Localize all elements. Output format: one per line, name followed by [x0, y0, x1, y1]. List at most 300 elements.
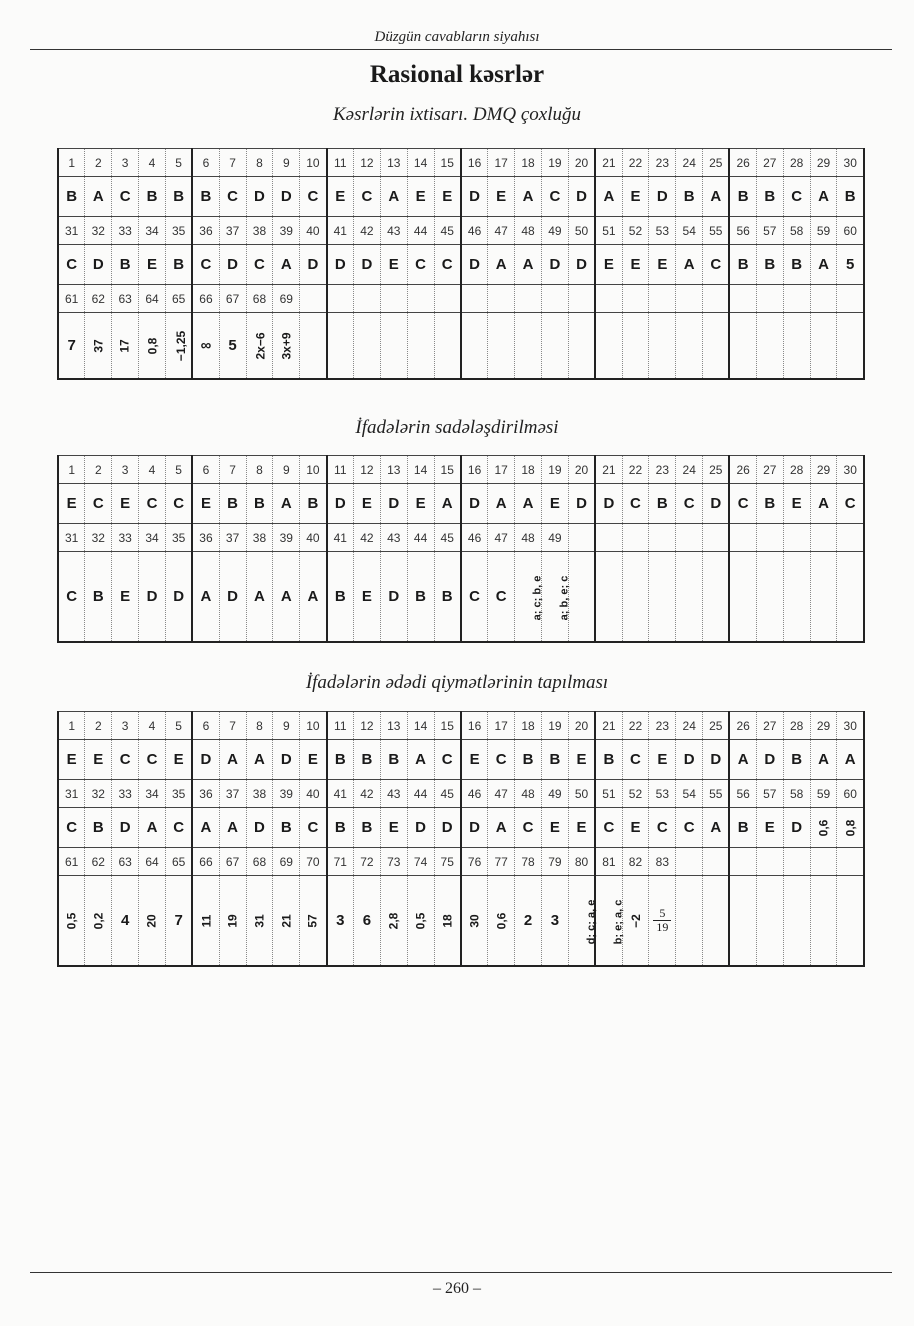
question-number: 16 [461, 456, 488, 484]
question-number [837, 848, 864, 876]
question-number: 28 [783, 456, 810, 484]
answer-row [58, 245, 864, 285]
question-number: 22 [622, 712, 649, 740]
answer-cell: D [703, 740, 730, 780]
answer-text-vertical: 17 [118, 339, 133, 353]
question-number: 10 [300, 149, 327, 177]
question-number: 17 [488, 149, 515, 177]
question-number [703, 524, 730, 552]
answer-cell: E [595, 245, 622, 285]
question-number: 65 [165, 285, 192, 313]
answer-cell [192, 876, 219, 966]
answer-cell [676, 876, 703, 966]
answer-cell: D [461, 177, 488, 217]
question-number: 48 [515, 217, 542, 245]
answer-cell: D [568, 484, 595, 524]
answer-cell: E [353, 552, 380, 642]
question-number [729, 848, 756, 876]
answer-cell [729, 552, 756, 642]
answer-cell: B [327, 552, 354, 642]
answer-cell: D [703, 484, 730, 524]
answer-cell: A [219, 808, 246, 848]
answer-cell: C [139, 484, 166, 524]
question-number: 40 [300, 524, 327, 552]
question-number: 62 [85, 848, 112, 876]
question-number: 70 [300, 848, 327, 876]
question-number: 31 [58, 524, 85, 552]
answer-cell [783, 876, 810, 966]
question-number: 41 [327, 524, 354, 552]
question-number: 8 [246, 456, 273, 484]
question-number: 55 [703, 780, 730, 808]
answer-cell [515, 313, 542, 379]
question-number: 63 [112, 848, 139, 876]
question-number: 16 [461, 149, 488, 177]
question-number: 27 [756, 456, 783, 484]
answer-text-vertical: 31 [252, 914, 267, 928]
answer-cell [783, 313, 810, 379]
fraction-numerator: 5 [659, 905, 666, 920]
question-number: 25 [703, 456, 730, 484]
question-number: 12 [353, 149, 380, 177]
answer-text-vertical: −1,25 [174, 330, 189, 361]
answer-cell: B [676, 177, 703, 217]
answer-cell: D [219, 245, 246, 285]
question-number: 34 [139, 217, 166, 245]
question-number: 32 [85, 780, 112, 808]
question-number: 46 [461, 217, 488, 245]
answer-cell [273, 313, 300, 379]
question-number: 30 [837, 712, 864, 740]
answer-cell: A [595, 177, 622, 217]
answer-cell: B [837, 177, 864, 217]
answer-text-vertical: 57 [305, 914, 320, 928]
question-number: 68 [246, 285, 273, 313]
question-number: 66 [192, 848, 219, 876]
question-number [810, 285, 837, 313]
answer-cell: B [192, 177, 219, 217]
answer-cell [407, 876, 434, 966]
question-number: 73 [380, 848, 407, 876]
answer-cell [595, 313, 622, 379]
answer-cell: D [595, 484, 622, 524]
question-number: 14 [407, 456, 434, 484]
question-number: 31 [58, 217, 85, 245]
number-row [58, 456, 864, 484]
answer-cell [112, 313, 139, 379]
answer-cell: E [461, 740, 488, 780]
answer-cell: C [58, 245, 85, 285]
answer-cell: C [58, 552, 85, 642]
answer-cell: A [515, 245, 542, 285]
answer-cell: C [541, 177, 568, 217]
question-number: 42 [353, 524, 380, 552]
question-number: 49 [541, 217, 568, 245]
question-number: 80 [568, 848, 595, 876]
answer-cell: C [515, 808, 542, 848]
answer-text-vertical: 0,6 [494, 912, 509, 930]
answer-cell: E [139, 245, 166, 285]
answer-text-vertical: 0,8 [145, 337, 159, 355]
answer-cell [703, 876, 730, 966]
answer-cell: 5 [219, 313, 246, 379]
question-number: 20 [568, 456, 595, 484]
answer-cell [246, 876, 273, 966]
question-number: 67 [219, 848, 246, 876]
question-number [783, 285, 810, 313]
answer-cell: D [112, 808, 139, 848]
answer-cell [219, 876, 246, 966]
answer-cell [622, 313, 649, 379]
answer-cell: D [85, 245, 112, 285]
answer-cell: C [112, 740, 139, 780]
question-number [568, 524, 595, 552]
number-row [58, 524, 864, 552]
answer-cell [461, 876, 488, 966]
question-number [649, 285, 676, 313]
answer-cell: E [300, 740, 327, 780]
question-number: 48 [515, 524, 542, 552]
question-number: 59 [810, 780, 837, 808]
question-number: 13 [380, 149, 407, 177]
answer-cell: C [595, 808, 622, 848]
answer-cell: C [139, 740, 166, 780]
answer-cell: A [273, 245, 300, 285]
question-number: 21 [595, 149, 622, 177]
answer-table-2 [57, 455, 865, 643]
question-number: 32 [85, 217, 112, 245]
fraction-denominator: 19 [656, 919, 669, 934]
question-number: 34 [139, 780, 166, 808]
answer-cell: D [165, 552, 192, 642]
question-number: 52 [622, 217, 649, 245]
answer-cell [810, 876, 837, 966]
question-number: 16 [461, 712, 488, 740]
question-number: 69 [273, 285, 300, 313]
answer-cell: B [783, 740, 810, 780]
answer-cell: A [837, 740, 864, 780]
answer-cell [568, 313, 595, 379]
question-number: 4 [139, 149, 166, 177]
answer-cell: A [300, 552, 327, 642]
question-number: 74 [407, 848, 434, 876]
question-number [407, 285, 434, 313]
answer-cell [246, 313, 273, 379]
answer-cell: E [380, 245, 407, 285]
question-number: 66 [192, 285, 219, 313]
header-rule [30, 49, 892, 50]
question-number: 26 [729, 712, 756, 740]
question-number: 57 [756, 217, 783, 245]
answer-cell: E [112, 552, 139, 642]
question-number: 36 [192, 217, 219, 245]
answer-text-vertical: 37 [91, 339, 106, 353]
answer-text-vertical: 2x−6 [253, 332, 268, 360]
answer-cell: C [729, 484, 756, 524]
question-number: 48 [515, 780, 542, 808]
question-number: 19 [541, 149, 568, 177]
question-number: 34 [139, 524, 166, 552]
answer-cell: A [488, 484, 515, 524]
answer-cell: E [541, 808, 568, 848]
question-number: 49 [541, 780, 568, 808]
answer-cell [810, 552, 837, 642]
answer-cell [703, 552, 730, 642]
question-number: 2 [85, 456, 112, 484]
question-number: 9 [273, 712, 300, 740]
question-number: 49 [541, 524, 568, 552]
answer-cell: B [165, 177, 192, 217]
question-number: 62 [85, 285, 112, 313]
question-number: 50 [568, 217, 595, 245]
answer-text-vertical: 19 [225, 914, 240, 928]
question-number: 68 [246, 848, 273, 876]
question-number: 83 [649, 848, 676, 876]
answer-cell: C [783, 177, 810, 217]
answer-cell: 3 [327, 876, 354, 966]
question-number [622, 524, 649, 552]
answer-cell: D [380, 552, 407, 642]
answer-cell: B [595, 740, 622, 780]
answer-cell: E [192, 484, 219, 524]
question-number: 64 [139, 848, 166, 876]
answer-cell: D [246, 177, 273, 217]
answer-cell: B [407, 552, 434, 642]
question-number: 17 [488, 712, 515, 740]
question-number: 8 [246, 712, 273, 740]
question-number: 1 [58, 456, 85, 484]
answer-cell: D [273, 177, 300, 217]
question-number: 42 [353, 780, 380, 808]
question-number: 18 [515, 149, 542, 177]
answer-cell: B [327, 740, 354, 780]
question-number [756, 285, 783, 313]
answer-cell: 7 [165, 876, 192, 966]
question-number: 53 [649, 780, 676, 808]
question-number [729, 285, 756, 313]
question-number [595, 285, 622, 313]
running-title: Düzgün cavabların siyahısı [374, 29, 540, 45]
question-number: 54 [676, 217, 703, 245]
question-number: 2 [85, 712, 112, 740]
question-number: 33 [112, 217, 139, 245]
answer-cell [488, 876, 515, 966]
answer-cell: C [246, 245, 273, 285]
answer-cell: C [703, 245, 730, 285]
page-number: – 260 – [433, 1280, 481, 1297]
answer-cell: E [541, 484, 568, 524]
question-number: 39 [273, 524, 300, 552]
answer-cell: E [622, 808, 649, 848]
page-title: Rasional kəsrlər [369, 61, 545, 88]
answer-text-vertical: 0,8 [843, 819, 858, 837]
question-number [676, 848, 703, 876]
question-number: 51 [595, 217, 622, 245]
answer-cell: D [246, 808, 273, 848]
question-number: 11 [327, 712, 354, 740]
question-number: 7 [219, 149, 246, 177]
answer-cell: A [246, 552, 273, 642]
number-row [58, 780, 864, 808]
question-number: 27 [756, 712, 783, 740]
answer-cell: B [515, 740, 542, 780]
answer-cell: E [622, 177, 649, 217]
question-number: 37 [219, 780, 246, 808]
answer-cell: B [649, 484, 676, 524]
question-number: 38 [246, 780, 273, 808]
answer-cell: E [434, 177, 461, 217]
question-number: 15 [434, 456, 461, 484]
question-number: 24 [676, 149, 703, 177]
question-number: 41 [327, 780, 354, 808]
question-number: 52 [622, 780, 649, 808]
answer-cell: B [85, 552, 112, 642]
question-number [783, 524, 810, 552]
answer-cell: E [407, 177, 434, 217]
question-number [810, 524, 837, 552]
answer-cell [165, 313, 192, 379]
answer-cell: B [729, 808, 756, 848]
answer-cell: B [246, 484, 273, 524]
answer-cell [649, 313, 676, 379]
answer-cell: C [165, 484, 192, 524]
question-number: 15 [434, 149, 461, 177]
answer-cell: B [85, 808, 112, 848]
answer-cell: ∞ [192, 313, 219, 379]
question-number: 25 [703, 712, 730, 740]
answer-text-vertical: 11 [198, 914, 213, 928]
question-number: 3 [112, 149, 139, 177]
answer-cell [703, 313, 730, 379]
answer-cell: B [300, 484, 327, 524]
question-number: 9 [273, 149, 300, 177]
question-number [461, 285, 488, 313]
question-number: 81 [595, 848, 622, 876]
question-number: 5 [165, 712, 192, 740]
answer-cell: E [649, 740, 676, 780]
answer-text-vertical: 18 [440, 914, 455, 928]
answer-cell: E [622, 245, 649, 285]
question-number [327, 285, 354, 313]
question-number: 6 [192, 712, 219, 740]
answer-cell: 2 [515, 876, 542, 966]
answer-cell: E [783, 484, 810, 524]
answer-cell: E [353, 484, 380, 524]
answer-cell: D [407, 808, 434, 848]
question-number: 24 [676, 456, 703, 484]
question-number [676, 285, 703, 313]
question-number: 43 [380, 524, 407, 552]
question-number: 35 [165, 524, 192, 552]
question-number [837, 285, 864, 313]
answer-text-vertical: 3x+9 [279, 332, 294, 360]
answer-cell [541, 313, 568, 379]
answer-cell [58, 876, 85, 966]
answer-cell: C [676, 484, 703, 524]
number-row [58, 712, 864, 740]
question-number: 19 [541, 712, 568, 740]
answer-cell: 5 [837, 245, 864, 285]
question-number: 46 [461, 524, 488, 552]
question-number: 28 [783, 712, 810, 740]
answer-cell: A [810, 740, 837, 780]
answer-cell [837, 876, 864, 966]
question-number: 15 [434, 712, 461, 740]
answer-text-vertical: 21 [279, 914, 294, 928]
question-number: 37 [219, 524, 246, 552]
answer-cell: A [219, 740, 246, 780]
question-number: 4 [139, 712, 166, 740]
answer-cell: D [434, 808, 461, 848]
answer-cell [273, 876, 300, 966]
question-number: 53 [649, 217, 676, 245]
question-number: 18 [515, 712, 542, 740]
answer-cell: C [192, 245, 219, 285]
question-number: 44 [407, 217, 434, 245]
question-number: 71 [327, 848, 354, 876]
answer-cell: C [488, 552, 515, 642]
answer-cell [85, 313, 112, 379]
answer-table-3 [57, 711, 865, 967]
answer-cell: C [165, 808, 192, 848]
question-number [756, 524, 783, 552]
question-number: 30 [837, 456, 864, 484]
answer-cell: D [192, 740, 219, 780]
question-number [595, 524, 622, 552]
answer-cell: B [729, 177, 756, 217]
answer-cell: D [461, 808, 488, 848]
answer-row [58, 552, 864, 642]
question-number: 14 [407, 149, 434, 177]
question-number: 63 [112, 285, 139, 313]
question-number: 35 [165, 217, 192, 245]
answer-cell: A [515, 177, 542, 217]
question-number: 76 [461, 848, 488, 876]
answer-cell: B [380, 740, 407, 780]
question-number [837, 524, 864, 552]
answer-cell: E [756, 808, 783, 848]
question-number [703, 848, 730, 876]
answer-cell: E [568, 808, 595, 848]
question-number: 33 [112, 524, 139, 552]
answer-cell [676, 552, 703, 642]
answer-cell [729, 313, 756, 379]
answer-cell: B [219, 484, 246, 524]
answer-cell [756, 313, 783, 379]
question-number: 20 [568, 712, 595, 740]
question-number: 75 [434, 848, 461, 876]
fraction-answer [653, 907, 671, 934]
answer-table-1 [57, 148, 865, 380]
answer-cell: C [622, 484, 649, 524]
answer-cell: A [139, 808, 166, 848]
question-number: 40 [300, 780, 327, 808]
question-number: 23 [649, 712, 676, 740]
question-number [622, 285, 649, 313]
question-number: 44 [407, 524, 434, 552]
question-number: 51 [595, 780, 622, 808]
answer-cell: B [541, 740, 568, 780]
question-number: 47 [488, 780, 515, 808]
question-number: 5 [165, 149, 192, 177]
answer-cell [729, 876, 756, 966]
number-row [58, 149, 864, 177]
answer-cell: A [729, 740, 756, 780]
question-number: 36 [192, 780, 219, 808]
answer-cell [380, 876, 407, 966]
answer-cell [434, 876, 461, 966]
answer-cell [461, 313, 488, 379]
